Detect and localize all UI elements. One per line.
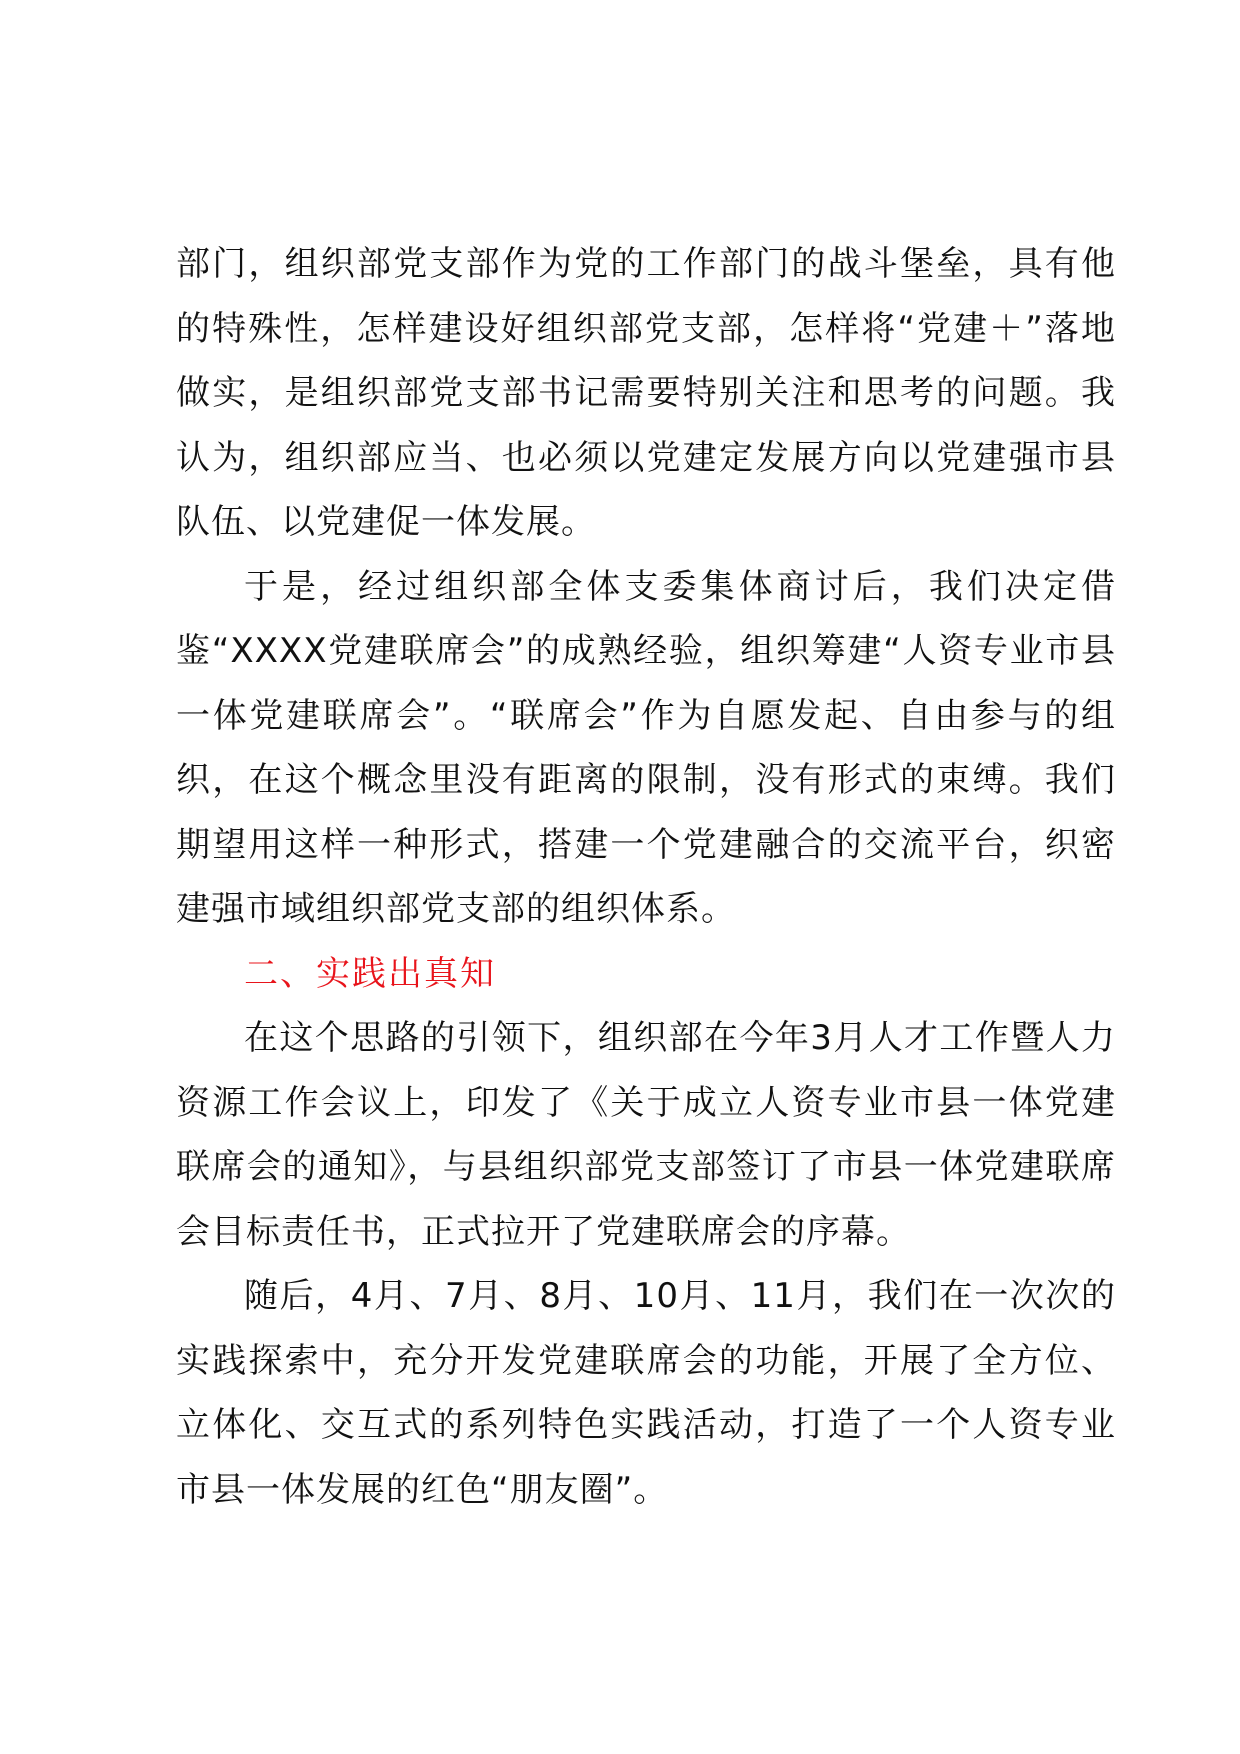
paragraph-2: 于是，经过组织部全体支委集体商讨后，我们决定借鉴“XXXX党建联席会”的成熟经验，组织筹建“人资专业市县一体党建联席会”。“联席会”作为自愿发起、自由参与的组织，在这个概念里没有距离的限制，没有形式的束缚。我们期望用这样一种形式，搭建一个党建融合的交流平台，织密建强市域组织部党支部的组织体系。	[176, 566, 1116, 929]
paragraph-4: 随后，4月、7月、8月、10月、11月，我们在一次次的实践探索中，充分开发党建联席会的功能，开展了全方位、立体化、交互式的系列特色实践活动，打造了一个人资专业市县一体发展的红色“朋友圈”。	[176, 1276, 1116, 1510]
paragraph-3: 在这个思路的引领下，组织部在今年3月人才工作暨人力资源工作会议上，印发了《关于成立人资专业市县一体党建联席会的通知》，与县组织部党支部签订了市县一体党建联席会目标责任书，正式拉开了党建联席会的序幕。	[176, 1018, 1116, 1252]
document-body	[176, 232, 1116, 1522]
paragraph-1: 部门，组织部党支部作为党的工作部门的战斗堡垒，具有他的特殊性，怎样建设好组织部党支部，怎样将“党建＋”落地做实，是组织部党支部书记需要特别关注和思考的问题。我认为，组织部应当、也必须以党建定发展方向以党建强市县队伍、以党建促一体发展。	[176, 244, 1116, 542]
section-heading: 二、实践出真知	[244, 953, 496, 994]
